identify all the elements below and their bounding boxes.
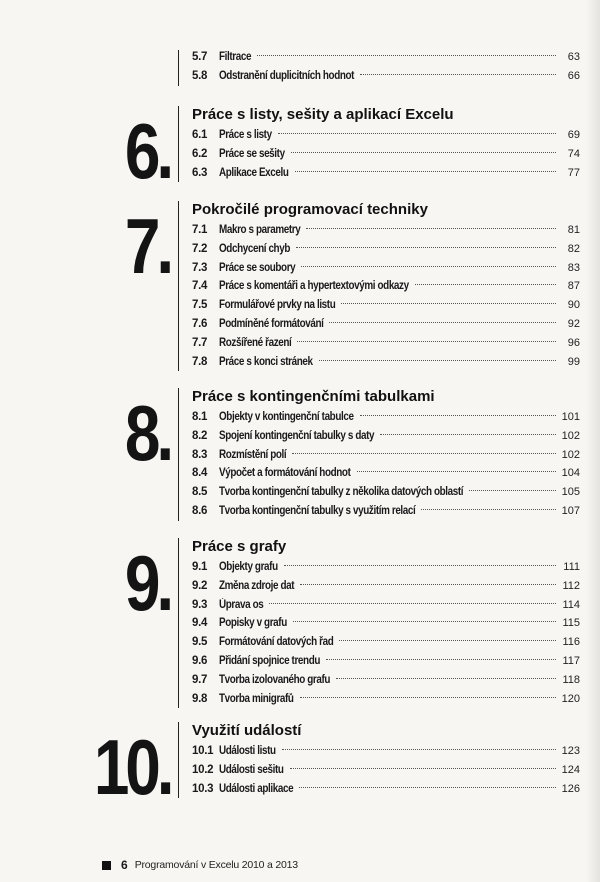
toc-entry[interactable] (192, 353, 580, 372)
toc-entry[interactable] (192, 761, 580, 780)
toc-entry[interactable] (192, 164, 580, 183)
entry-page-number: 87 (567, 280, 580, 293)
entry-title: Úprava os (219, 598, 264, 611)
entry-number: 9.5 (192, 636, 208, 649)
toc-entry[interactable] (192, 577, 580, 596)
entry-title: Události aplikace (219, 782, 294, 795)
toc-entry[interactable] (192, 614, 580, 633)
dot-leader (300, 584, 556, 585)
dot-leader (284, 565, 556, 566)
toc-entry[interactable] (192, 145, 580, 164)
entry-page-number: 69 (567, 129, 580, 141)
entry-number: 7.2 (192, 242, 208, 255)
dot-leader (357, 471, 556, 472)
entry-page-number: 123 (561, 745, 580, 757)
toc-entry[interactable] (192, 690, 580, 709)
toc-entry[interactable] (192, 67, 580, 86)
toc-entries (192, 48, 580, 86)
entry-title: Tvorba kontingenční tabulky z několika datových oblastí (219, 486, 464, 499)
dot-leader (306, 228, 556, 229)
toc-entry[interactable] (192, 446, 580, 465)
entry-title: Popisky v grafu (219, 617, 287, 630)
chapter-title[interactable]: Využití událostí (192, 722, 302, 739)
dot-leader (380, 434, 555, 435)
toc-entry[interactable] (192, 315, 580, 334)
chapter-title[interactable]: Práce s grafy (192, 538, 287, 555)
entry-title: Události sešitu (219, 763, 284, 776)
dot-leader (292, 453, 555, 454)
entry-page-number: 111 (563, 561, 580, 573)
entry-title: Práce s komentáři a hypertextovými odkazy (219, 280, 409, 293)
entry-page-number: 90 (567, 299, 580, 312)
chapter-number: 9. (124, 539, 170, 627)
entry-number: 7.6 (192, 317, 208, 330)
entry-number: 8.3 (192, 448, 208, 461)
entry-page-number: 107 (561, 504, 580, 517)
dot-leader (421, 509, 555, 510)
entry-page-number: 92 (567, 317, 580, 330)
section-rule (178, 50, 179, 86)
entry-title: Změna zdroje dat (219, 579, 295, 592)
entry-number: 7.4 (192, 280, 208, 293)
entry-title: Spojení kontingenční tabulky s daty (219, 429, 375, 442)
entry-number: 6.1 (192, 129, 208, 141)
entry-page-number: 77 (567, 166, 580, 179)
entry-number: 7.3 (192, 261, 208, 274)
toc-entry[interactable] (192, 296, 580, 315)
toc-entries (192, 742, 580, 798)
entry-number: 8.5 (192, 486, 208, 499)
toc-entry[interactable] (192, 652, 580, 671)
entry-number: 9.7 (192, 673, 208, 686)
entry-number: 7.5 (192, 299, 208, 312)
entry-title: Tvorba minigrafů (219, 692, 294, 705)
entry-page-number: 124 (561, 763, 580, 776)
entry-number: 8.2 (192, 429, 208, 442)
entry-page-number: 63 (567, 51, 580, 63)
section-rule (178, 538, 179, 708)
entry-title: Události listu (219, 745, 276, 757)
entry-title: Filtrace (219, 51, 252, 63)
entry-title: Makro s parametry (219, 224, 301, 236)
entry-page-number: 105 (561, 486, 580, 499)
dot-leader (291, 152, 556, 153)
dot-leader (269, 603, 556, 604)
footer-square-icon (102, 861, 111, 870)
toc-entry[interactable] (192, 483, 580, 502)
entry-title: Objekty grafu (219, 561, 278, 573)
toc-entry[interactable] (192, 558, 580, 577)
dot-leader (295, 171, 556, 172)
chapter-number: 8. (124, 389, 170, 477)
entry-title: Formátování datových řad (219, 636, 334, 649)
entry-title: Práce s konci stránek (219, 355, 313, 368)
chapter-title[interactable]: Pokročilé programovací techniky (192, 201, 428, 218)
entry-number: 9.1 (192, 561, 208, 573)
dot-leader (469, 490, 556, 491)
entry-number: 9.8 (192, 692, 208, 705)
toc-entry[interactable] (192, 742, 580, 761)
entry-number: 10.1 (192, 745, 214, 757)
toc-entries (192, 221, 580, 371)
toc-entry[interactable] (192, 221, 580, 240)
entry-number: 10.3 (192, 782, 214, 795)
entry-title: Odchycení chyb (219, 242, 290, 255)
toc-entry[interactable] (192, 427, 580, 446)
dot-leader (282, 749, 556, 750)
dot-leader (336, 678, 556, 679)
entry-page-number: 102 (561, 448, 580, 461)
dot-leader (290, 768, 556, 769)
entry-title: Výpočet a formátování hodnot (219, 467, 351, 480)
dot-leader (257, 55, 556, 56)
dot-leader (360, 415, 556, 416)
dot-leader (297, 341, 556, 342)
entry-title: Aplikace Excelu (219, 166, 289, 179)
entry-page-number: 112 (562, 579, 580, 592)
chapter-number: 10. (93, 723, 170, 811)
entry-number: 7.1 (192, 224, 208, 236)
dot-leader (278, 133, 556, 134)
toc-entry[interactable] (192, 408, 580, 427)
entry-page-number: 117 (562, 654, 580, 667)
dot-leader (415, 284, 556, 285)
entry-page-number: 126 (561, 782, 580, 795)
entry-number: 8.6 (192, 504, 208, 517)
entry-title: Tvorba kontingenční tabulky s využitím relací (219, 504, 416, 517)
entry-title: Podmíněné formátování (219, 317, 324, 330)
dot-leader (339, 640, 556, 641)
toc-entry[interactable] (192, 633, 580, 652)
entry-number: 7.7 (192, 336, 208, 349)
entry-page-number: 99 (567, 355, 580, 368)
dot-leader (301, 266, 556, 267)
toc-entry[interactable] (192, 671, 580, 690)
section-rule (178, 201, 179, 371)
dot-leader (326, 659, 556, 660)
toc-entry[interactable] (192, 502, 580, 521)
entry-number: 9.4 (192, 617, 208, 630)
page-fold-shadow (586, 0, 600, 882)
toc-entry[interactable] (192, 240, 580, 259)
entry-number: 8.1 (192, 411, 208, 423)
entry-page-number: 104 (561, 467, 580, 480)
entry-title: Tvorba izolovaného grafu (219, 673, 331, 686)
page-footer (102, 858, 298, 872)
entry-title: Rozmístění polí (219, 448, 287, 461)
section-rule (178, 722, 179, 798)
entry-number: 8.4 (192, 467, 208, 480)
toc-entry[interactable] (192, 464, 580, 483)
dot-leader (299, 787, 555, 788)
toc-entry[interactable] (192, 277, 580, 296)
chapter-title[interactable]: Práce s kontingenčními tabulkami (192, 388, 435, 405)
entry-number: 9.6 (192, 654, 208, 667)
entry-number: 7.8 (192, 355, 208, 368)
entry-title: Přidání spojnice trendu (219, 654, 321, 667)
entry-title: Objekty v kontingenční tabulce (219, 411, 354, 423)
dot-leader (293, 621, 556, 622)
toc-entry[interactable] (192, 334, 580, 353)
dot-leader (329, 322, 556, 323)
entry-page-number: 101 (561, 411, 580, 423)
footer-page-number: 6 (121, 858, 128, 872)
dot-leader (296, 247, 556, 248)
entry-page-number: 115 (562, 617, 580, 630)
entry-title: Formulářové prvky na listu (219, 299, 336, 312)
entry-title: Odstranění duplicitních hodnot (219, 69, 355, 82)
entry-title: Práce s listy (219, 129, 272, 141)
entry-page-number: 82 (567, 242, 580, 255)
entry-number: 9.2 (192, 579, 208, 592)
footer-book-title: Programování v Excelu 2010 a 2013 (134, 859, 298, 871)
dot-leader (341, 303, 556, 304)
entry-page-number: 96 (567, 336, 580, 349)
entry-page-number: 66 (567, 69, 580, 82)
entry-page-number: 81 (567, 224, 580, 236)
section-rule (178, 106, 179, 182)
dot-leader (360, 74, 556, 75)
entry-number: 5.8 (192, 69, 208, 82)
entry-page-number: 120 (561, 692, 580, 705)
dot-leader (300, 697, 556, 698)
entry-number: 6.3 (192, 166, 208, 179)
entry-title: Rozšířené řazení (219, 336, 292, 349)
entry-page-number: 116 (562, 636, 580, 649)
toc-entries (192, 126, 580, 182)
toc-entry[interactable] (192, 780, 580, 799)
entry-page-number: 102 (561, 429, 580, 442)
entry-number: 5.7 (192, 51, 208, 63)
entry-title: Práce se soubory (219, 261, 296, 274)
chapter-number: 6. (124, 107, 170, 195)
entry-page-number: 83 (567, 261, 580, 274)
chapter-number: 7. (124, 202, 170, 290)
entry-page-number: 74 (567, 147, 580, 160)
dot-leader (319, 360, 556, 361)
toc-entry[interactable] (192, 259, 580, 278)
entry-number: 9.3 (192, 598, 208, 611)
chapter-title[interactable]: Práce s listy, sešity a aplikací Excelu (192, 106, 454, 123)
toc-entry[interactable] (192, 48, 580, 67)
toc-entry[interactable] (192, 596, 580, 615)
toc-entry[interactable] (192, 126, 580, 145)
entry-number: 10.2 (192, 763, 214, 776)
section-rule (178, 388, 179, 521)
toc-entries (192, 558, 580, 708)
entry-page-number: 114 (562, 598, 580, 611)
entry-title: Práce se sešity (219, 147, 285, 160)
entry-number: 6.2 (192, 147, 208, 160)
entry-page-number: 118 (562, 673, 580, 686)
toc-entries (192, 408, 580, 521)
